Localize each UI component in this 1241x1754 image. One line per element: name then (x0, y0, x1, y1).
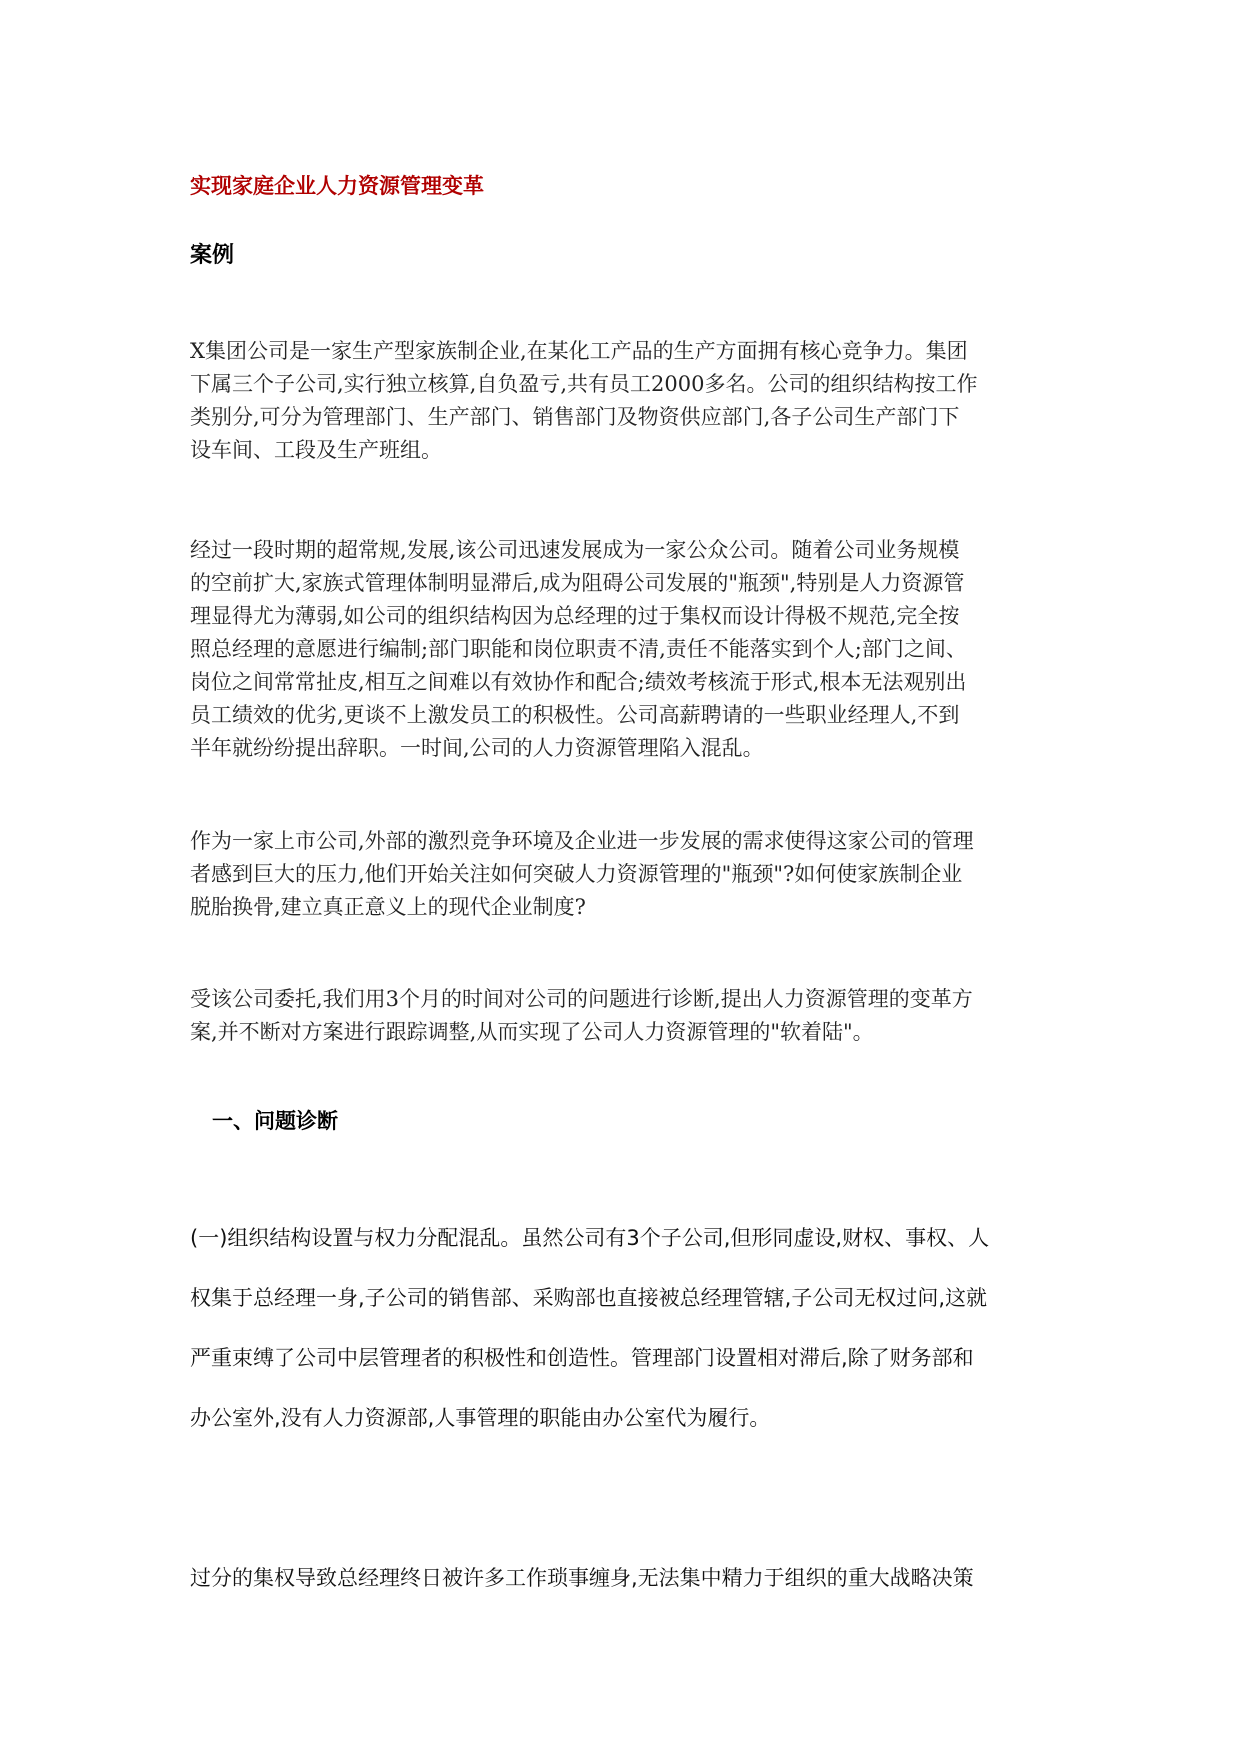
paragraph-org-structure (190, 1223, 1070, 1463)
paragraph-line: 受该公司委托,我们用3个月的时间对公司的问题进行诊断,提出人力资源管理的变革方 (190, 987, 973, 1011)
document-subtitle: 案例 (190, 243, 235, 268)
paragraph-line: X集团公司是一家生产型家族制企业,在某化工产品的生产方面拥有核心竞争力。集团 (190, 339, 968, 363)
paragraph-line: 者感到巨大的压力,他们开始关注如何突破人力资源管理的"瓶颈"?如何使家族制企业 (190, 862, 963, 886)
paragraph-line: 下属三个子公司,实行独立核算,自负盈亏,共有员工2000多名。公司的组织结构按工作 (190, 372, 978, 396)
paragraph-line: 严重束缚了公司中层管理者的积极性和创造性。管理部门设置相对滞后,除了财务部和 (190, 1346, 974, 1370)
paragraph-line: 设车间、工段及生产班组。 (190, 438, 442, 462)
paragraph-line: 案,并不断对方案进行跟踪调整,从而实现了公司人力资源管理的"软着陆"。 (190, 1020, 874, 1044)
paragraph-line: 岗位之间常常扯皮,相互之间难以有效协作和配合;绩效考核流于形式,根本无法观别出 (190, 670, 967, 694)
paragraph-line: 员工绩效的优劣,更谈不上激发员工的积极性。公司高薪聘请的一些职业经理人,不到 (190, 703, 960, 727)
paragraph-line: 作为一家上市公司,外部的激烈竞争环境及企业进一步发展的需求使得这家公司的管理 (190, 829, 974, 853)
paragraph-company-intro (190, 335, 1060, 467)
section-heading: 一、问题诊断 (212, 1109, 338, 1133)
paragraph-line: 经过一段时期的超常规,发展,该公司迅速发展成为一家公众公司。随着公司业务规模 (190, 538, 960, 562)
paragraph-line: (一)组织结构设置与权力分配混乱。虽然公司有3个子公司,但形同虚设,财权、事权、人 (190, 1226, 990, 1250)
paragraph-line: 权集于总经理一身,子公司的销售部、采购部也直接被总经理管辖,子公司无权过问,这就 (190, 1286, 988, 1310)
paragraph-line: 办公室外,没有人力资源部,人事管理的职能由办公室代为履行。 (190, 1406, 771, 1430)
paragraph-consulting-engagement (190, 983, 1060, 1049)
paragraph-line: 脱胎换骨,建立真正意义上的现代企业制度? (190, 895, 586, 919)
document-title: 实现家庭企业人力资源管理变革 (190, 174, 484, 198)
paragraph-line: 半年就纷纷提出辞职。一时间,公司的人力资源管理陷入混乱。 (190, 736, 764, 760)
paragraph-centralization (190, 1563, 1070, 1623)
paragraph-management-pressure (190, 825, 1060, 924)
paragraph-line: 理显得尤为薄弱,如公司的组织结构因为总经理的过于集权而设计得极不规范,完全按 (190, 604, 960, 628)
paragraph-line: 的空前扩大,家族式管理体制明显滞后,成为阻碍公司发展的"瓶颈",特别是人力资源管 (190, 571, 965, 595)
paragraph-development-problems (190, 534, 1060, 765)
paragraph-line: 照总经理的意愿进行编制;部门职能和岗位职责不清,责任不能落实到个人;部门之间、 (190, 637, 967, 661)
paragraph-line: 过分的集权导致总经理终日被许多工作琐事缠身,无法集中精力于组织的重大战略决策 (190, 1566, 974, 1590)
paragraph-line: 类别分,可分为管理部门、生产部门、销售部门及物资供应部门,各子公司生产部门下 (190, 405, 960, 429)
